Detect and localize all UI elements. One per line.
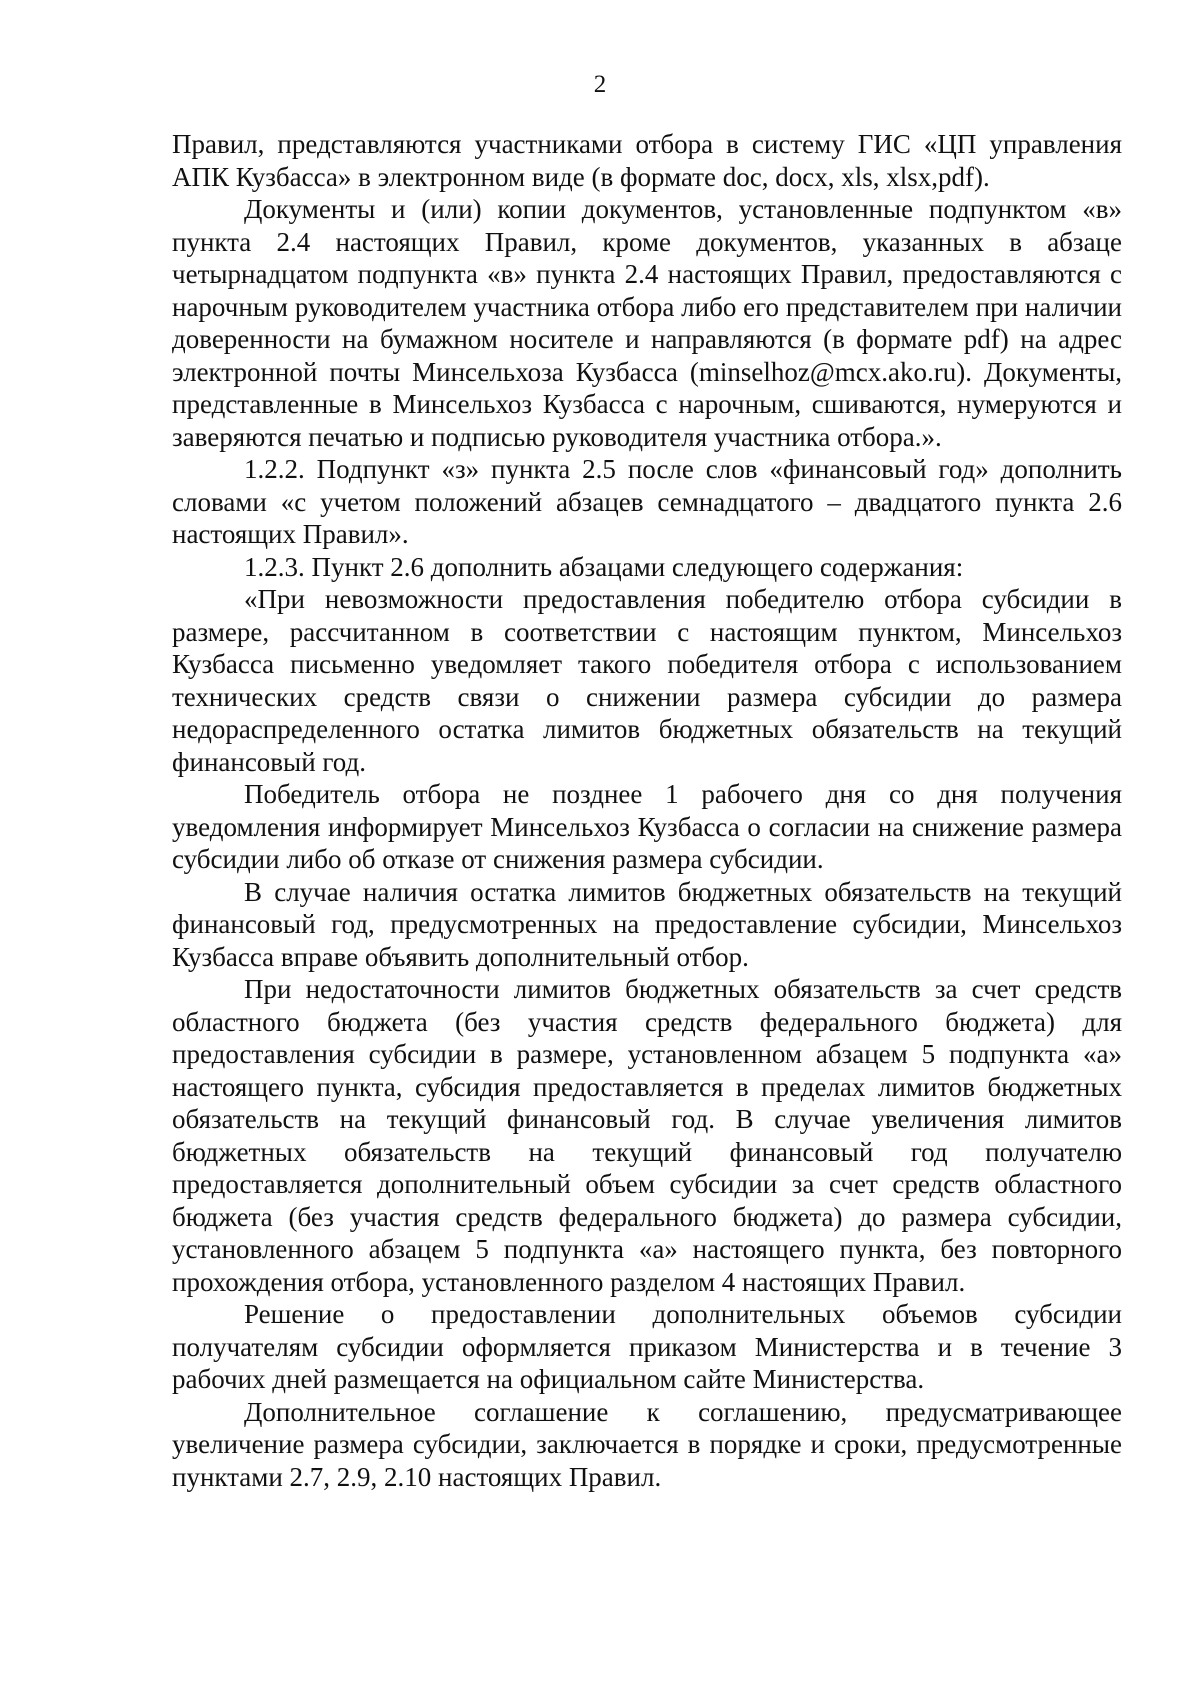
- paragraph: Дополнительное соглашение к соглашению, предусматривающее увеличение размера субсидии, заключается в порядке и сроки, предусмотренные пунктами 2.7, 2.9, 2.10 настоящих Правил.: [172, 1396, 1122, 1492]
- page-number: 2: [593, 71, 607, 98]
- paragraph: Документы и (или) копии документов, установленные подпунктом «в» пункта 2.4 настоящих Правил, кроме документов, указанных в абзаце четырнадцатом подпункта «в» пункта 2.4 настоящих Правил, предоставляются с нарочным руководителем участника отбора либо его представителем при наличии доверенности на бумажном носителе и направляются (в формате pdf) на адрес электронной почты Минсельхоза Кузбасса (minselhoz@mcx.ako.ru). Документы, представленные в Минсельхоз Кузбасса с нарочным, сшиваются, нумеруются и заверяются печатью и подписью руководителя участника отбора.».: [172, 194, 1122, 452]
- paragraph: «При невозможности предоставления победителю отбора субсидии в размере, рассчитанном в соответствии с настоящим пунктом, Минсельхоз Кузбасса письменно уведомляет такого победителя отбора с использованием технических средств связи о снижении размера субсидии до размера недораспределенного остатка лимитов бюджетных обязательств на текущий финансовый год.: [172, 584, 1122, 777]
- document-body: [172, 128, 1122, 1493]
- paragraph: Правил, представляются участниками отбора в систему ГИС «ЦП управления АПК Кузбасса» в электронном виде (в формате doc, docx, xls, xlsx,pdf).: [172, 129, 1122, 192]
- paragraph: При недостаточности лимитов бюджетных обязательств за счет средств областного бюджета (без участия средств федерального бюджета) для предоставления субсидии в размере, установленном абзацем 5 подпункта «а» настоящего пункта, субсидия предоставляется в пределах лимитов бюджетных обязательств на текущий финансовый год. В случае увеличения лимитов бюджетных обязательств на текущий финансовый год получателю предоставляется дополнительный объем субсидии за счет средств областного бюджета (без участия средств федерального бюджета) до размера субсидии, установленного абзацем 5 подпункта «а» настоящего пункта, без повторного прохождения отбора, установленного разделом 4 настоящих Правил.: [172, 974, 1122, 1297]
- paragraph: Решение о предоставлении дополнительных объемов субсидии получателям субсидии оформляется приказом Министерства и в течение 3 рабочих дней размещается на официальном сайте Министерства.: [172, 1299, 1122, 1394]
- paragraph: В случае наличия остатка лимитов бюджетных обязательств на текущий финансовый год, предусмотренных на предоставление субсидии, Минсельхоз Кузбасса вправе объявить дополнительный отбор.: [172, 876, 1122, 972]
- paragraph: 1.2.3. Пункт 2.6 дополнить абзацами следующего содержания:: [244, 551, 964, 582]
- paragraph: 1.2.2. Подпункт «з» пункта 2.5 после слов «финансовый год» дополнить словами «с учетом положений абзацев семнадцатого – двадцатого пункта 2.6 настоящих Правил».: [172, 454, 1122, 549]
- paragraph: Победитель отбора не позднее 1 рабочего дня со дня получения уведомления информирует Минсельхоз Кузбасса о согласии на снижение размера субсидии либо об отказе от снижения размера субсидии.: [172, 779, 1122, 874]
